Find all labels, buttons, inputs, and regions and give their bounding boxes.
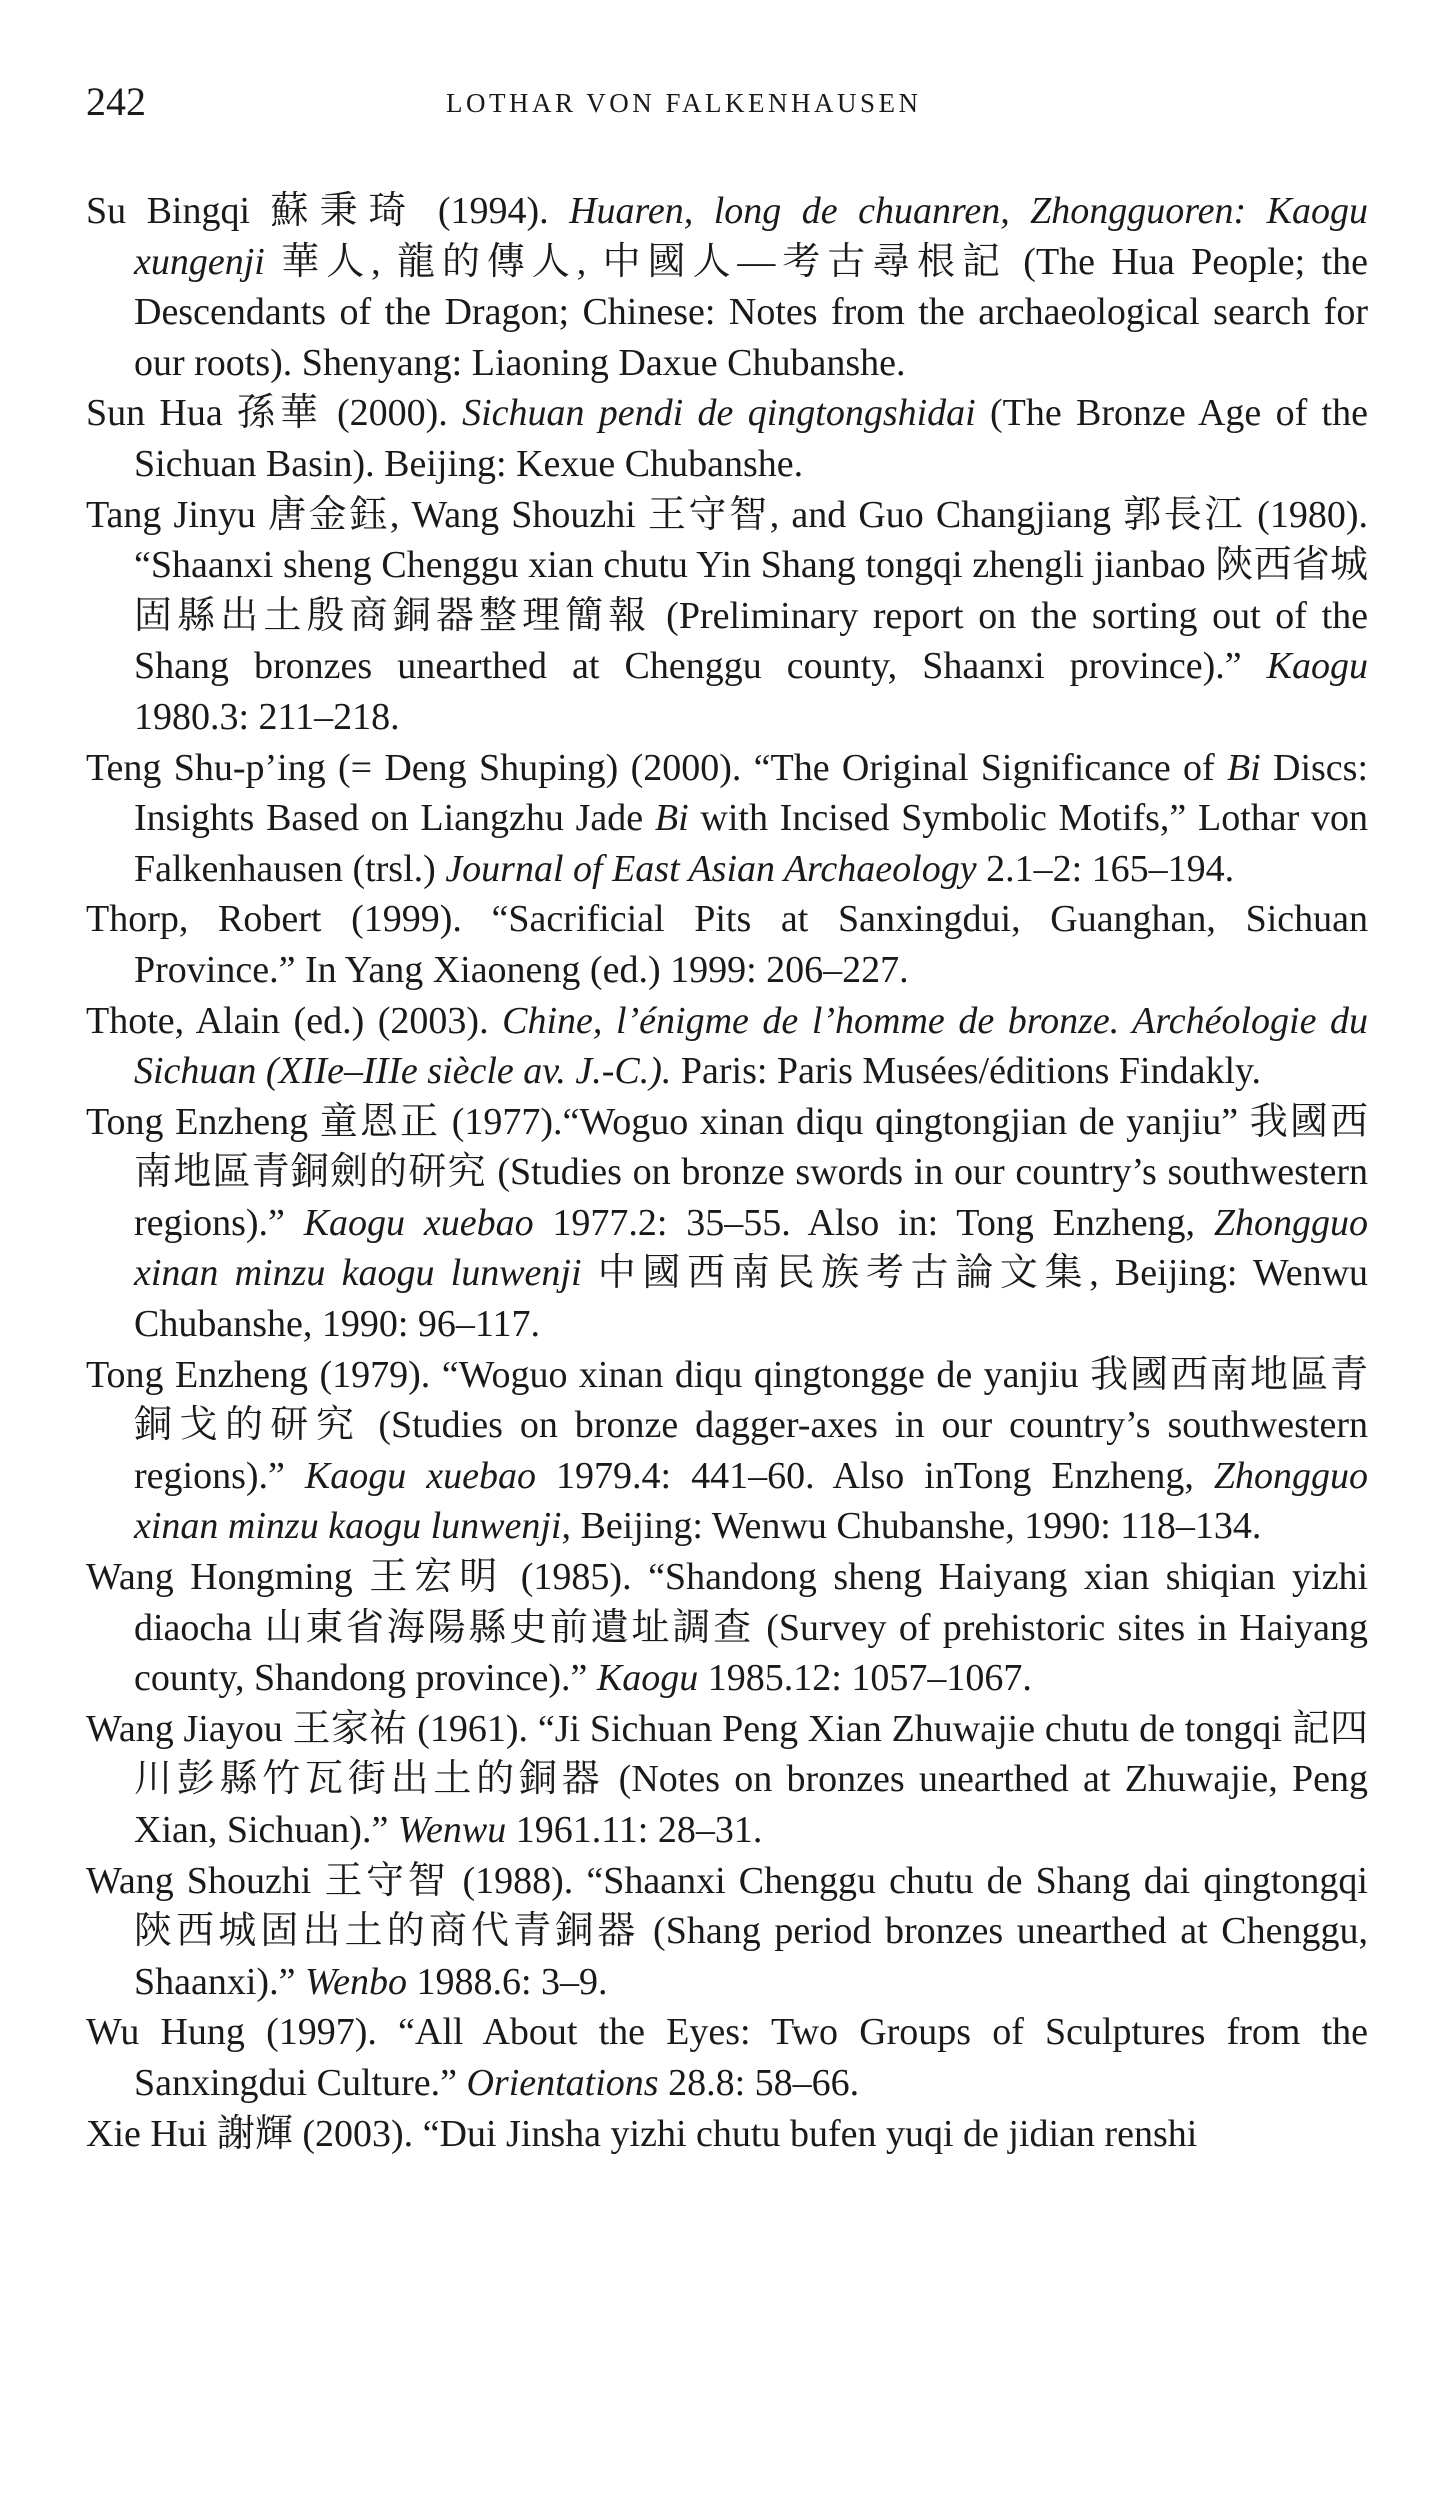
- bibliography-entry-su-bingqi: Su Bingqi 蘇秉琦 (1994). Huaren, long de chuanren, Zhongguoren: Kaogu xungenji 華人, 龍的傳人, 中國人—考古尋根記 (The Hua People; the Descendants of the Dragon; Chinese: Notes from the archaeological search for our roots). Shenyang: Liaoning Daxue Chubanshe.: [86, 190, 1368, 384]
- bibliography-entry-thorp: Thorp, Robert (1999). “Sacrificial Pits at Sanxingdui, Guanghan, Sichuan Province.” In Yang Xiaoneng (ed.) 1999: 206–227.: [86, 898, 1368, 991]
- bibliography-entry-xie-hui: Xie Hui 謝輝 (2003). “Dui Jinsha yizhi chutu bufen yuqi de jidian renshi: [86, 2112, 1198, 2155]
- running-head: [86, 78, 1366, 138]
- bibliography-entry-wang-jiayou: Wang Jiayou 王家祐 (1961). “Ji Sichuan Peng Xian Zhuwajie chutu de tongqi 記四川彭縣竹瓦街出土的銅器 (Notes on bronzes unearthed at Zhuwajie, Peng Xian, Sichuan).” Wenwu 1961.11: 28–31.: [86, 1707, 1368, 1851]
- bibliography-entry-tong-enzheng-1979: Tong Enzheng (1979). “Woguo xinan diqu qingtongge de yanjiu 我國西南地區青銅戈的研究 (Studies on bronze dagger-axes in our country’s southwestern regions).” Kaogu xuebao 1979.4: 441–60. Also inTong Enzheng, Zhongguo xinan minzu kaogu lunwenji, Beijing: Wenwu Chubanshe, 1990: 118–134.: [86, 1353, 1369, 1548]
- bibliography-entry-wu-hung: Wu Hung (1997). “All About the Eyes: Two Groups of Sculptures from the Sanxingdui Culture.” Orientations 28.8: 58–66.: [86, 2011, 1368, 2104]
- bibliography-entry-wang-shouzhi: Wang Shouzhi 王守智 (1988). “Shaanxi Chenggu chutu de Shang dai qingtongqi 陝西城固出土的商代青銅器 (Shang period bronzes unearthed at Chenggu, Shaanxi).” Wenbo 1988.6: 3–9.: [86, 1859, 1368, 2003]
- bibliography-list: [86, 186, 1368, 2159]
- page-number: 242: [86, 79, 146, 124]
- bibliography-entry-tong-enzheng-1977: Tong Enzheng 童恩正 (1977).“Woguo xinan diqu qingtongjian de yanjiu” 我國西南地區青銅劍的研究 (Studies on bronze swords in our country’s southwestern regions).” Kaogu xuebao 1977.2: 35–55. Also in: Tong Enzheng, Zhongguo xinan minzu kaogu lunwenji 中國西南民族考古論文集, Beijing: Wenwu Chubanshe, 1990: 96–117.: [86, 1100, 1369, 1346]
- bibliography-entry-teng-shuping: Teng Shu-p’ing (= Deng Shuping) (2000). “The Original Significance of Bi Discs: Insights Based on Liangzhu Jade Bi with Incised Symbolic Motifs,” Lothar von Falkenhausen (trsl.) Journal of East Asian Archaeology 2.1–2: 165–194.: [86, 746, 1369, 890]
- bibliography-entry-thote: Thote, Alain (ed.) (2003). Chine, l’énigme de l’homme de bronze. Archéologie du Sichuan (XIIe–IIIe siècle av. J.-C.). Paris: Paris Musées/éditions Findakly.: [86, 999, 1368, 1093]
- bibliography-entry-wang-hongming: Wang Hongming 王宏明 (1985). “Shandong sheng Haiyang xian shiqian yizhi diaocha 山東省海陽縣史前遺址調查 (Survey of prehistoric sites in Haiyang county, Shandong province).” Kaogu 1985.12: 1057–1067.: [86, 1556, 1368, 1700]
- bibliography-entry-sun-hua: Sun Hua 孫華 (2000). Sichuan pendi de qingtongshidai (The Bronze Age of the Sichuan Basin). Beijing: Kexue Chubanshe.: [86, 392, 1368, 485]
- running-title: LOTHAR VON FALKENHAUSEN: [446, 88, 922, 118]
- bibliography-entry-tang-jinyu: Tang Jinyu 唐金鈺, Wang Shouzhi 王守智, and Guo Changjiang 郭長江 (1980). “Shaanxi sheng Chenggu xian chutu Yin Shang tongqi zhengli jianbao 陝西省城固縣出土殷商銅器整理簡報 (Preliminary report on the sorting out of the Shang bronzes unearthed at Chenggu county, Shaanxi province).” Kaogu 1980.3: 211–218.: [86, 493, 1368, 738]
